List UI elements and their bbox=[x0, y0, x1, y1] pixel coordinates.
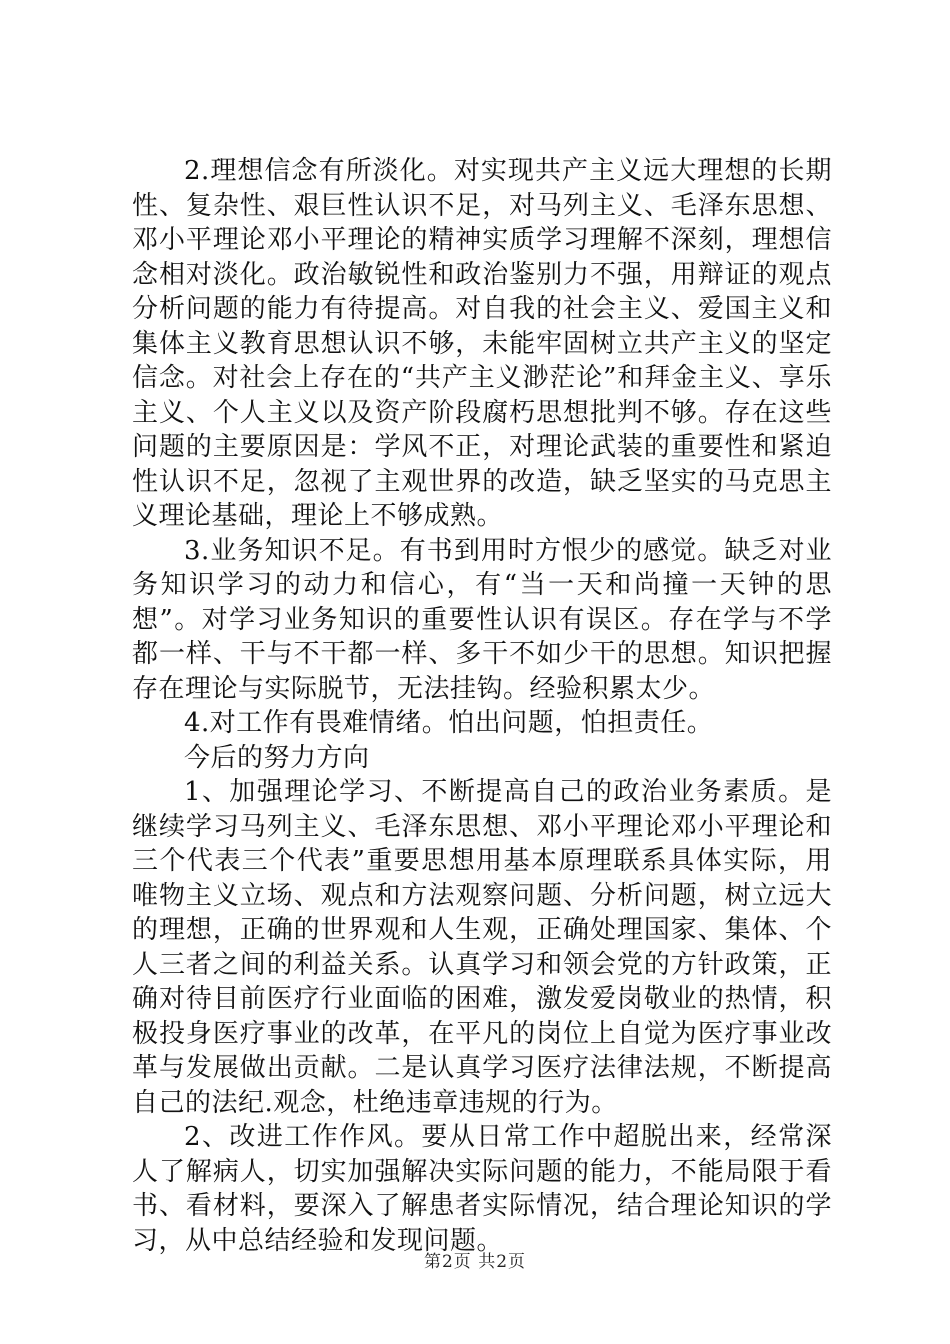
section-heading-future-direction: 今后的努力方向 bbox=[184, 742, 370, 773]
paragraph-work-attitude: 4.对工作有畏难情绪。怕出问题，怕担责任。 bbox=[184, 708, 714, 738]
document-body bbox=[132, 154, 832, 1258]
paragraph-ideals: 2.理想信念有所淡化。对实现共产主义远大理想的长期性、复杂性、艰巨性认识不足，对马列主义、毛泽东思想、邓小平理论邓小平理论的精神实质学习理解不深刻，理想信念相对淡化。政治敏锐性和政治鉴别力不强，用辩证的观点分析问题的能力有待提高。对自我的社会主义、爱国主义和集体主义教育思想认识不够，未能牢固树立共产主义的坚定信念。对社会上存在的“共产主义渺茫论”和拜金主义、享乐主义、个人主义以及资产阶段腐朽思想批判不够。存在这些问题的主要原因是：学风不正，对理论武装的重要性和紧迫性认识不足，忽视了主观世界的改造，缺乏坚实的马克思主义理论基础，理论上不够成熟。 bbox=[132, 156, 832, 531]
paragraph-business-knowledge: 3.业务知识不足。有书到用时方恨少的感觉。缺乏对业务知识学习的动力和信心，有“当一天和尚撞一天钟的思想”。对学习业务知识的重要性认识有误区。存在学与不学都一样、干与不干都一样、多干不如少干的思想。知识把握存在理论与实际脱节，无法挂钩。经验积累太少。 bbox=[132, 535, 832, 704]
page-number-footer: 第2页 共2页 bbox=[423, 1252, 527, 1272]
paragraph-theory-study: 1、加强理论学习、不断提高自己的政治业务素质。是继续学习马列主义、毛泽东思想、邓小平理论邓小平理论和三个代表三个代表”重要思想用基本原理联系具体实际，用唯物主义立场、观点和方法观察问题、分析问题，树立远大的理想，正确的世界观和人生观，正确处理国家、集体、个人三者之间的利益关系。认真学习和领会党的方针政策，正确对待目前医疗行业面临的困难，激发爱岗敬业的热情，积极投身医疗事业的改革，在平凡的岗位上自觉为医疗事业改革与发展做出贡献。二是认真学习医疗法律法规，不断提高自己的法纪.观念，杜绝违章违规的行为。 bbox=[132, 777, 832, 1118]
paragraph-work-style: 2、改进工作作风。要从日常工作中超脱出来，经常深人了解病人，切实加强解决实际问题的能力，不能局限于看书、看材料，要深入了解患者实际情况，结合理论知识的学习，从中总结经验和发现问题。 bbox=[132, 1122, 832, 1256]
